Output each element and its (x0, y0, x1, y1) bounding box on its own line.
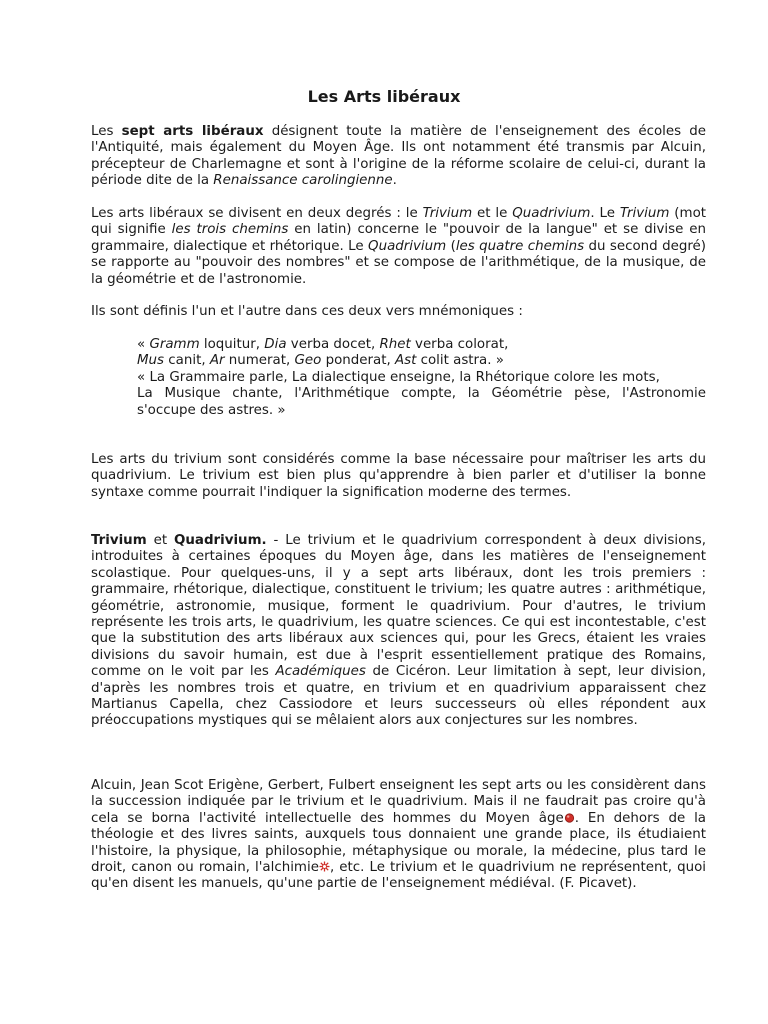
heading-trivium: Trivium (91, 533, 147, 548)
text: - Le trivium et le quadrivium correspondent à deux divisions, introduites à certaines époques du Moyen âge, dans les matières de l'enseignement scolastique. Pour quelques-uns, il y a sept arts libéraux, dont les trois premiers : grammaire, rhétorique, dialectique, constituent le trivium; les quatre autres : arithmétique, géométrie, astronomie, musique, forment le quadrivium. Pour d'autres, le trivium représente les trois arts, le quadrivium, les quatre sciences. Ce qui est incontestable, c'est que la substitution des arts libéraux aux sciences qui, pour les Grecs, étaient les vraies divisions du savoir humain, est due à l'esprit essentiellement pratique des Romains, comme on le voit par les (91, 533, 706, 680)
term-quadrivium: Quadrivium (368, 238, 447, 254)
term: Ast (394, 353, 417, 369)
text: Les (91, 124, 122, 139)
term-quadrivium: Quadrivium (512, 206, 591, 221)
text: ( (446, 238, 456, 254)
term-trois-chemins: les trois chemins (171, 222, 289, 238)
red-bullet-icon[interactable] (564, 812, 575, 823)
text: colit astra. » (416, 353, 504, 369)
paragraph-alcuin (91, 778, 706, 893)
heading-quadrivium: Quadrivium. (174, 533, 267, 548)
text: verba colorat, (410, 337, 509, 352)
quote-line-latin-2 (137, 353, 706, 369)
text: en latin) concerne le "pouvoir de la langue" et se divise en grammaire, dialectique et rhétorique. Le (91, 222, 706, 254)
term-quatre-chemins: les quatre chemins (455, 238, 585, 254)
term: Geo (294, 353, 322, 369)
paragraph-trivium-base: Les arts du trivium sont considérés comme la base nécessaire pour maîtriser les arts du quadrivium. Le trivium est bien plus qu'apprendre à bien parler et d'utiliser la bonne syntaxe comme pourrait l'indiquer la signification moderne des termes. (91, 452, 706, 500)
paragraph-degres (91, 206, 706, 288)
emphasis-renaissance: Renaissance carolingienne (213, 173, 393, 189)
text: et (146, 533, 174, 548)
text: désignent toute la matière de l'enseignement des écoles de l'Antiquité, mais également du Moyen Âge. Ils ont notamment été transmis par Alcuin, précepteur de Charlemagne et sont à l'origine de la réforme scolaire de celui-ci, durant la période dite de la (91, 124, 707, 189)
text: . Le (590, 206, 620, 221)
text: , etc. Le trivium et le quadrivium ne représentent, quoi qu'en disent les manuels, qu'une partie de l'enseignement médiéval. (F. Picavet). (91, 860, 706, 892)
text: ponderat, (321, 353, 395, 369)
text: verba docet, (286, 337, 380, 352)
quote-line-french-1: « La Grammaire parle, La dialectique enseigne, la Rhétorique colore les mots, (137, 369, 660, 385)
text: Les arts libéraux se divisent en deux degrés : le (91, 206, 423, 221)
emphasis-academiques: Académiques (275, 664, 366, 680)
text: « (137, 337, 150, 352)
paragraph-intro (91, 124, 706, 190)
text: et le (472, 206, 513, 221)
text: canit, (164, 353, 210, 369)
text: du second degré) se rapporte au "pouvoir des nombres" et se compose de l'arithmétique, de la musique, de la géométrie et de l'astronomie. (91, 238, 706, 287)
term-trivium: Trivium (422, 206, 473, 221)
term: Mus (137, 353, 165, 369)
text: de Cicéron. Leur limitation à sept, leur division, d'après les nombres trois et quatre, en trivium et en quadrivium apparaissent chez Martianus Capella, chez Cassiodore et leurs successeurs où elles répondent aux préoccupations mystiques qui se mêlaient alors aux conjectures sur les nombres. (91, 664, 706, 729)
term: Rhet (379, 337, 411, 352)
quote-line-french-2: La Musique chante, l'Arithmétique compte, la Géométrie pèse, l'Astronomie s'occupe des astres. » (137, 386, 706, 418)
term-trivium: Trivium (619, 206, 670, 221)
term: Ar (209, 353, 225, 369)
quote-block (137, 337, 706, 419)
term: Gramm (149, 337, 200, 352)
text: (mot qui signifie (91, 206, 707, 238)
text: loquitur, (199, 337, 265, 352)
paragraph-mnemoniques: Ils sont définis l'un et l'autre dans ces deux vers mnémoniques : (91, 304, 523, 319)
paragraph-trivium-quadrivium (91, 533, 706, 730)
text: Alcuin, Jean Scot Erigène, Gerbert, Fulbert enseignent les sept arts ou les considèrent dans la succession indiquée par le trivium et le quadrivium. Mais il ne faudrait pas croire qu'à cela se borna l'activité intellectuelle des hommes du Moyen âge (91, 778, 706, 826)
text: numerat, (224, 353, 295, 369)
term: Dia (264, 337, 287, 352)
text: . (392, 173, 397, 189)
page-title: Les Arts libéraux (307, 87, 461, 106)
text: . En dehors de la théologie et des livres saints, auxquels tous donnaient une grande place, ils étudiaient l'histoire, la physique, la philosophie, métaphysique ou morale, la médecine, plus tard le droit, canon ou romain, l'alchimie (91, 810, 706, 876)
quote-line-latin-1 (137, 337, 706, 353)
emphasis-sept-arts: sept arts libéraux (121, 124, 264, 139)
red-star-icon[interactable] (319, 861, 330, 872)
